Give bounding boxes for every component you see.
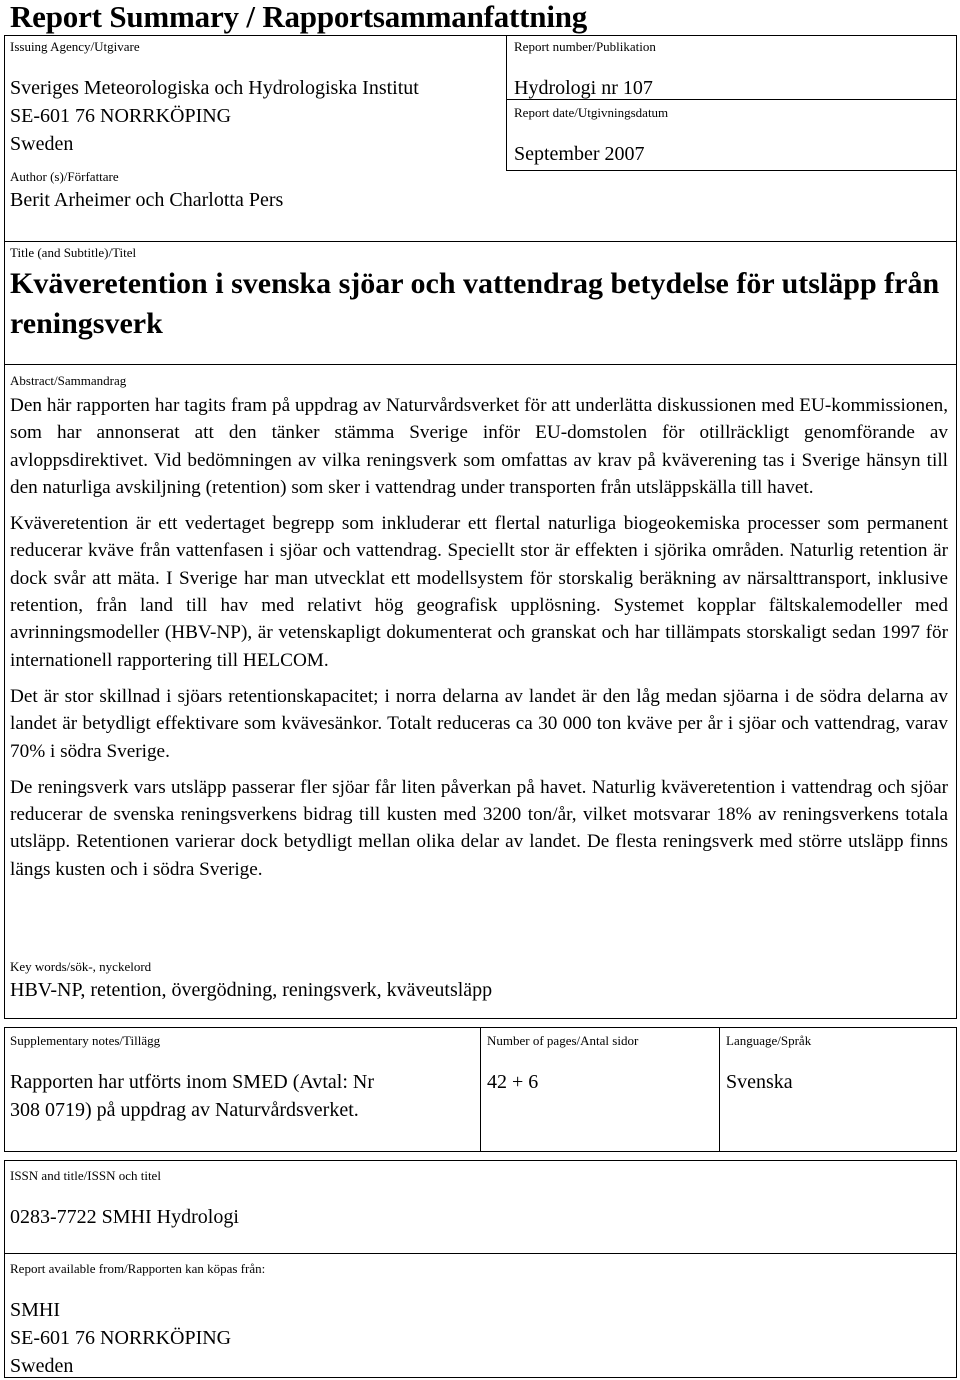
available-line: Sweden — [10, 1355, 74, 1377]
language-label: Language/Språk — [726, 1033, 812, 1048]
issuing-agency-line: SE-601 76 NORRKÖPING — [10, 105, 232, 127]
report-date-label: Report date/Utgivningsdatum — [514, 105, 669, 120]
title-label: Title (and Subtitle)/Titel — [10, 245, 137, 260]
author-label: Author (s)/Författare — [10, 169, 119, 184]
abstract-paragraph: Den här rapporten har tagits fram på uppdrag av Naturvårdsverket för att underlätta diskussionen med EU-kommissionen, som har annonserat att den tänker stämma Sverige inför EU-domstolen för otillräckligt genomförande av avloppsdirektivet. Vid bedömningen av vilka reningsverk som omfattas av krav på kväverening tas i Sverige hänsyn till den naturliga avskiljning (retention) som sker i vattendrag under transporten från utsläppskälla till havet. — [10, 395, 948, 498]
supplementary-line: 308 0719) på uppdrag av Naturvårdsverket. — [10, 1099, 359, 1121]
abstract-paragraph: Det är stor skillnad i sjöars retentionskapacitet; i norra delarna av landet är den låg medan sjöarna i de södra delarna av landet är betydligt effektivare som kvävesänkor. Totalt reduceras ca 30 000 ton kväve per år i sjöar och vattendrag, varav 70% i södra Sverige. — [10, 685, 948, 762]
abstract-label: Abstract/Sammandrag — [10, 373, 127, 388]
supplementary-value — [10, 1068, 374, 1124]
pages-value: 42 + 6 — [487, 1071, 539, 1093]
abstract-text — [10, 392, 948, 892]
issuing-agency-line: Sveriges Meteorologiska och Hydrologiska Institut — [10, 77, 419, 99]
language-value: Svenska — [726, 1071, 793, 1093]
abstract-paragraph: Kväveretention är ett vedertaget begrepp som inkluderar ett flertal naturliga biogeokemiska processer som permanent reducerar kväve från vattenfasen i sjöar och vattendrag. Speciellt stor är effekten i sjörika områden. Naturlig retention är dock svår att mäta. I Sverige har man utvecklat ett modellsystem för storskalig beräkning av närsalttransport, inklusive retention, från land till hav med relativt hög geografisk upplösning. Systemet kopplar fältskalemodeller med avrinningsmodeller (HBV-NP), är vetenskapligt dokumenterat och granskat och har tillämpats storskaligt sedan 1997 för internationell rapportering till HELCOM. — [10, 513, 948, 671]
report-number-value: Hydrologi nr 107 — [514, 77, 653, 99]
language-divider — [719, 1027, 720, 1152]
keywords-label: Key words/sök-, nyckelord — [10, 959, 152, 974]
issuing-agency-line: Sweden — [10, 133, 74, 155]
pages-label: Number of pages/Antal sidor — [487, 1033, 639, 1048]
issn-divider — [4, 1253, 957, 1254]
supplementary-label: Supplementary notes/Tillägg — [10, 1033, 161, 1048]
supplementary-line: Rapporten har utförts inom SMED (Avtal: Nr — [10, 1071, 375, 1093]
available-line: SMHI — [10, 1299, 61, 1321]
issuing-agency-value — [10, 74, 419, 158]
report-number-label: Report number/Publikation — [514, 39, 656, 54]
issn-value: 0283-7722 SMHI Hydrologi — [10, 1206, 239, 1228]
keywords-value: HBV-NP, retention, övergödning, reningsverk, kväveutsläpp — [10, 979, 493, 1001]
available-value — [10, 1296, 231, 1380]
pages-divider — [480, 1027, 481, 1152]
page-title: Report Summary / Rapportsammanfattning — [10, 0, 588, 34]
issuing-agency-label: Issuing Agency/Utgivare — [10, 39, 140, 54]
available-label: Report available from/Rapporten kan köpas från: — [10, 1261, 266, 1276]
available-line: SE-601 76 NORRKÖPING — [10, 1327, 232, 1349]
abstract-paragraph: De reningsverk vars utsläpp passerar fler sjöar får liten påverkan på havet. Naturlig kväveretention i vattendrag och sjöar reducerar de svenska reningsverkens bidrag till kusten med 3200 ton/år, vilket motsvarar 18% av reningsverkens totala utsläpp. Retentionen varierar dock betydligt mellan olika delar av landet. De flesta reningsverk med större utsläpp finns längs kusten och i södra Sverige. — [10, 776, 948, 880]
report-title: Kväveretention i svenska sjöar och vattendrag betydelse för utsläpp från reningsverk — [10, 267, 940, 340]
report-date-value: September 2007 — [514, 143, 645, 165]
report-date-underline — [506, 170, 957, 171]
author-value: Berit Arheimer och Charlotta Pers — [10, 189, 284, 211]
header-divider — [506, 35, 507, 171]
issn-label: ISSN and title/ISSN och titel — [10, 1168, 161, 1183]
